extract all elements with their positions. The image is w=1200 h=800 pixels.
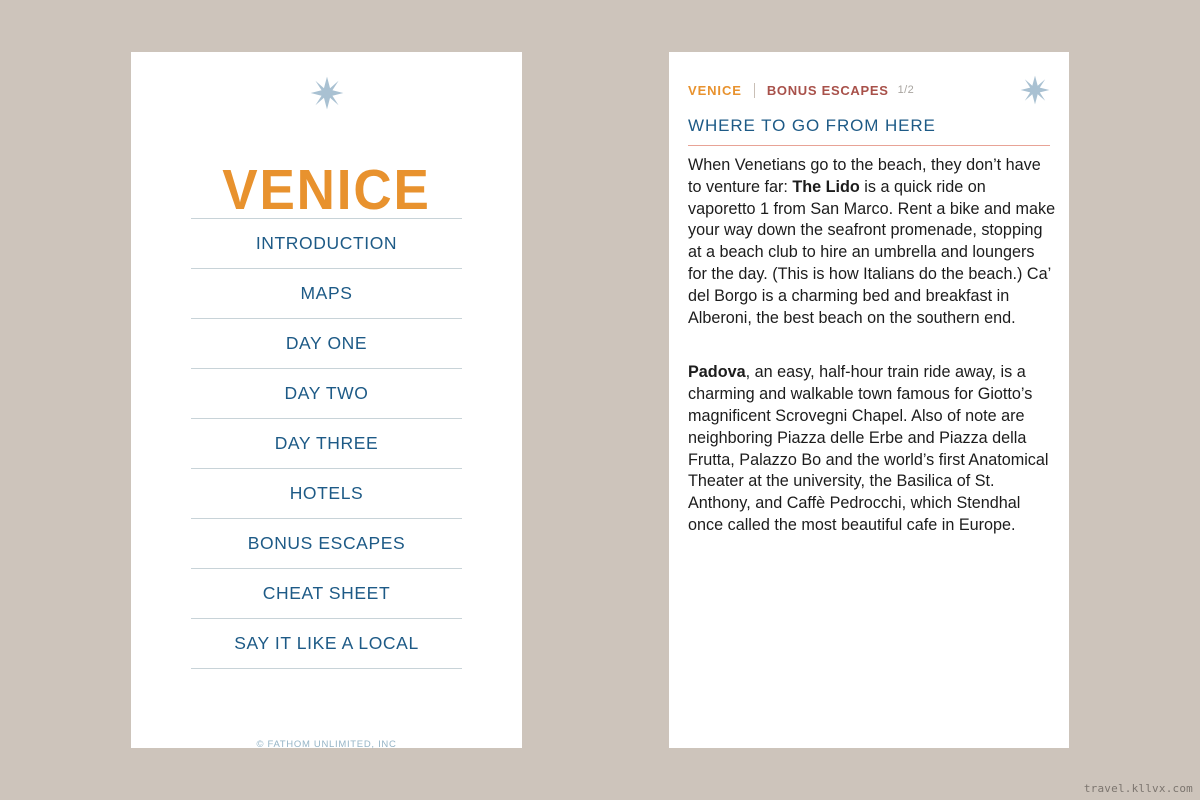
paragraph-text-after-bold: is a quick ride on vaporetto 1 from San Marco. Rent a bike and make your way down the seafront promenade, stopping at a beach club to hire an umbrella and loungers for the day. (This is how Italians do the beach.) Ca’ del Borgo is a charming bed and breakfast in Alberoni, the best beach on the southern end. [688,177,1056,327]
copyright-footer: © FATHOM UNLIMITED, INC [256,739,397,750]
toc-item-cheat-sheet[interactable]: CHEAT SHEET [191,568,462,618]
breadcrumb-city[interactable]: VENICE [688,82,742,98]
eight-point-starburst-icon [1020,75,1050,105]
breadcrumb [688,79,1050,101]
toc-item-day-one[interactable]: DAY ONE [191,318,462,368]
paragraph-bold-padova: Padova [688,363,746,382]
page-title: WHERE TO GO FROM HERE [688,116,1050,146]
content-card [669,52,1069,748]
paragraph-padova [688,362,1056,536]
toc-item-say-it-like-a-local[interactable]: SAY IT LIKE A LOCAL [191,618,462,669]
cover-card [131,52,522,748]
paragraph-bold-lido: The Lido [792,177,860,196]
table-of-contents [191,218,462,669]
article-body [688,155,1056,537]
toc-item-hotels[interactable]: HOTELS [191,468,462,518]
toc-item-day-three[interactable]: DAY THREE [191,418,462,468]
paragraph-lido [688,155,1056,329]
cover-star-wrapper [131,76,522,110]
toc-item-bonus-escapes[interactable]: BONUS ESCAPES [191,518,462,568]
toc-item-introduction[interactable]: INTRODUCTION [191,218,462,268]
paragraph-text-before-bold: When Venetians go to the beach, they don’t have to venture far: [688,156,1041,196]
breadcrumb-separator [754,83,755,98]
toc-item-day-two[interactable]: DAY TWO [191,368,462,418]
watermark: travel.kllvx.com [1083,782,1193,795]
breadcrumb-section[interactable]: BONUS ESCAPES [766,82,889,98]
eight-point-starburst-icon [310,76,344,110]
toc-item-maps[interactable]: MAPS [191,268,462,318]
cover-title: VENICE [222,158,431,222]
page-number: 1/2 [897,84,915,96]
paragraph-text-after-bold: , an easy, half-hour train ride away, is a charming and walkable town famous for Giotto’s magnificent Scrovegni Chapel. Also of note are neighboring Piazza delle Erbe and Piazza della Frutta, Palazzo Bo and the world’s first Anatomical Theater at the university, the Basilica of St. Anthony, and Caffè Pedrocchi, which Stendhal once called the most beautiful cafe in Europe. [688,363,1049,534]
